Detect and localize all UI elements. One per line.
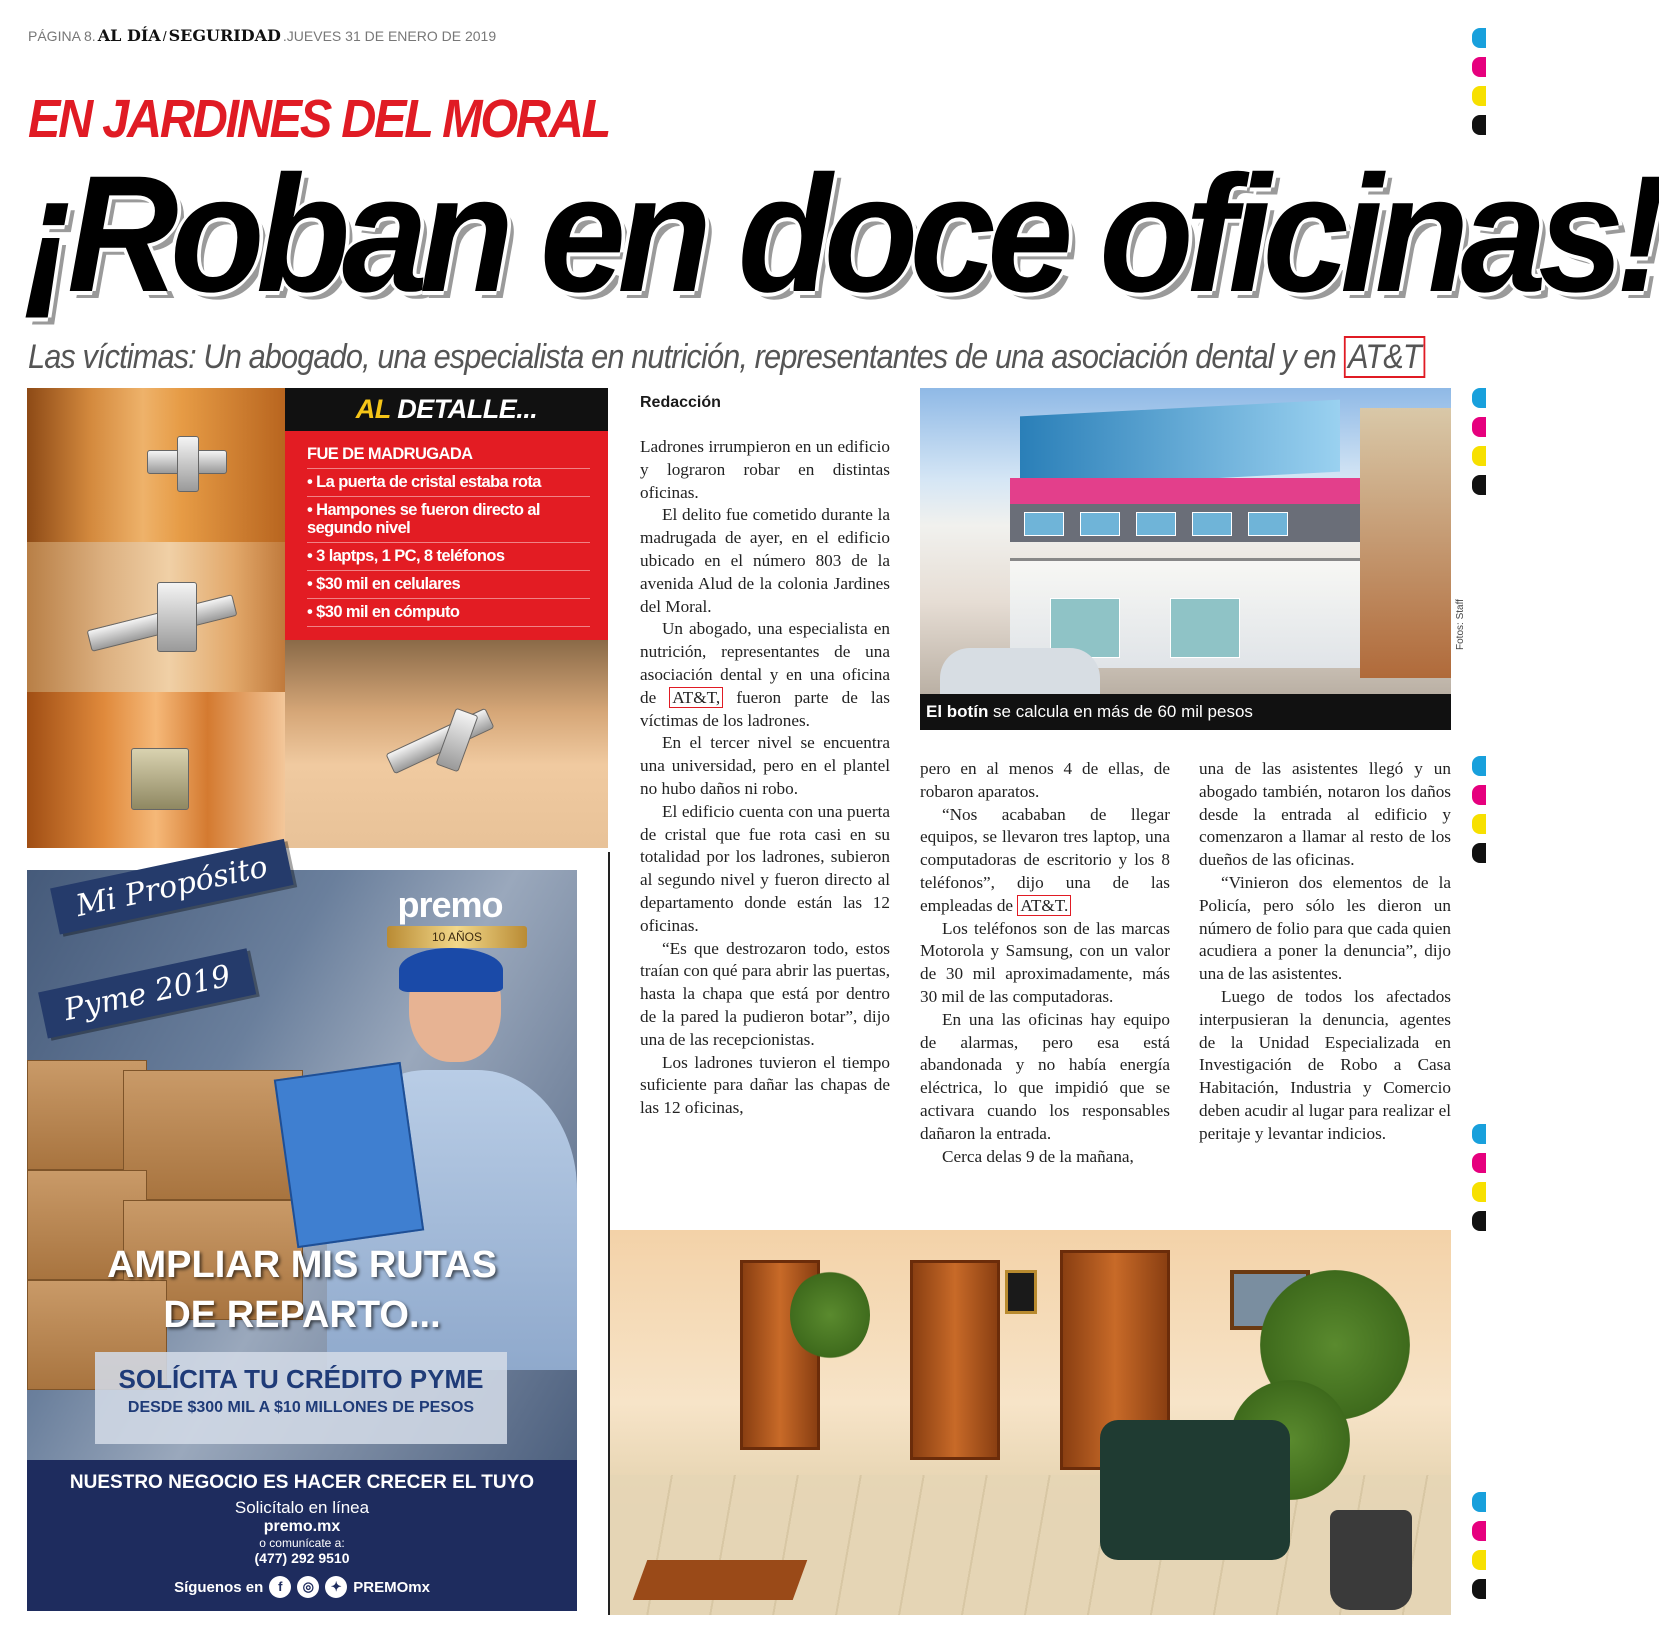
photo-lock-2 xyxy=(27,542,285,692)
detail-item: • Hampones se fueron directo al segundo nivel xyxy=(307,497,590,543)
ad-follow-text: Síguenos en xyxy=(174,1578,264,1596)
ad-online-text: Solicítalo en línea xyxy=(234,1498,370,1517)
ad-brand-logo: premo xyxy=(397,884,503,925)
article-column-3 xyxy=(1199,758,1451,1146)
photo-lock-1 xyxy=(27,388,285,542)
byline: Redacción xyxy=(640,394,721,411)
registration-marks-1 xyxy=(1472,28,1486,144)
registration-marks-4 xyxy=(1472,1124,1486,1240)
detail-title-rest: DETALLE... xyxy=(390,394,538,424)
article-paragraph: “Es que destrozaron todo, estos traían con qué para abrir las puertas, hasta la chapa que está por dentro de la pared la pudieron botar”, dijo una de las recepcionistas. xyxy=(640,938,890,1049)
registration-marks-3 xyxy=(1472,756,1486,872)
ad-slogan: NUESTRO NEGOCIO ES HACER CRECER EL TUYO xyxy=(69,1472,535,1493)
publication-date: .JUEVES 31 DE ENERO DE 2019 xyxy=(282,28,497,44)
boxed-term-att: AT&T, xyxy=(669,687,723,708)
ad-credit-panel xyxy=(95,1352,507,1444)
article-paragraph: El delito fue cometido durante la madrugada de ayer, en el edificio ubicado en el número 803 de la avenida Alud de la colonia Jardines del Moral. xyxy=(640,505,890,616)
ad-social-row xyxy=(27,1566,577,1598)
detail-box xyxy=(285,431,608,640)
ad-headline-line-1: AMPLIAR MIS RUTAS xyxy=(107,1244,497,1286)
photo-lock-on-floor xyxy=(285,640,608,848)
registration-marks-2 xyxy=(1472,388,1486,504)
article-paragraph: Luego de todos los afectados interpusieran la denuncia, agentes de la Unidad Especializada en Investigación de Robo a Casa Habitación, Industria y Comercio deben acudir al lugar para realizar el peritaje y levantar indicios. xyxy=(1199,986,1451,1143)
article-paragraph: En una las oficinas hay equipo de alarmas, pero esa está abandonada y no había energía eléctrica, lo que impidió que se activara cuando los responsables dañaron la entrada. xyxy=(920,1009,1170,1143)
ad-footer xyxy=(27,1460,577,1611)
article-paragraph: “Vinieron dos elementos de la Policía, pero sólo les dieron un número de folio para que cada quien acudiera a poner la denuncia”, dijo una de las asistentes. xyxy=(1199,872,1451,984)
photo-credit: Fotos: Staff xyxy=(1455,599,1466,650)
photo-building xyxy=(920,388,1451,694)
article-paragraph: “Nos acababan de llegar equipos, se llevaron tres laptop, una computadoras de escritorio y los 8 teléfonos”, dijo una de las empleadas de AT&T. xyxy=(920,804,1170,915)
subsection-name: SEGURIDAD xyxy=(168,26,281,45)
deck-boxed-term: AT&T xyxy=(1343,336,1425,378)
detail-box-title xyxy=(285,388,608,431)
detail-title-highlight: AL xyxy=(355,394,391,424)
deck xyxy=(28,338,1425,377)
article-paragraph: Los teléfonos son de las marcas Motorola y Samsung, con un valor de 30 mil aproximadamente, más 30 mil de las computadoras. xyxy=(920,918,1170,1006)
detail-item: FUE DE MADRUGADA xyxy=(307,441,590,469)
article-paragraph: El edificio cuenta con una puerta de cristal que fue rota casi en su totalidad por los ladrones, subieron al segundo nivel y fueron directo al departamento donde están las 12 oficinas. xyxy=(640,801,890,935)
facebook-icon[interactable]: f xyxy=(269,1576,291,1598)
premo-advertisement[interactable] xyxy=(27,849,577,1611)
deck-text: Las víctimas: Un abogado, una especialista en nutrición, representantes de una asociación dental y en xyxy=(28,338,1336,376)
ad-credit-title: SOLÍCITA TU CRÉDITO PYME xyxy=(118,1364,484,1394)
detail-item: • $30 mil en cómputo xyxy=(307,599,590,627)
page-number: PÁGINA 8. xyxy=(28,28,96,44)
detail-item: • $30 mil en celulares xyxy=(307,571,590,599)
ad-banner-pyme: Pyme 2019 xyxy=(38,948,256,1038)
ad-anniversary-ribbon: 10 AÑOS xyxy=(387,926,527,948)
section-name: AL DÍA xyxy=(97,26,161,45)
photo-lobby xyxy=(610,1230,1451,1615)
article-paragraph: Un abogado, una especialista en nutrición, representantes de una asociación dental y en una oficina de AT&T, fueron parte de las víctimas de los ladrones. xyxy=(640,619,890,730)
article-column-2 xyxy=(920,758,1170,1168)
ad-person-cap xyxy=(399,948,503,992)
ad-phone[interactable]: (477) 292 9510 xyxy=(254,1550,350,1566)
page-folio xyxy=(28,26,496,46)
detail-item: • La puerta de cristal estaba rota xyxy=(307,469,590,497)
article-column-1 xyxy=(640,436,890,1120)
article-paragraph: una de las asistentes llegó y un abogado también, notaron los daños desde la entrada al edificio y comenzaron a llamar al resto de los dueños de las oficinas. xyxy=(1199,759,1451,870)
article-paragraph: pero en al menos 4 de ellas, de robaron aparatos. xyxy=(920,759,1170,801)
ad-url-link[interactable]: premo.mx xyxy=(263,1518,341,1535)
caption-bold: El botín xyxy=(926,702,989,721)
article-paragraph: En el tercer nivel se encuentra una universidad, pero en el plantel no hubo daños ni robo. xyxy=(640,733,890,798)
photo-caption xyxy=(920,694,1451,730)
registration-marks-5 xyxy=(1472,1492,1486,1608)
article-paragraph: Cerca delas 9 de la mañana, xyxy=(942,1146,1134,1166)
photo-lock-3 xyxy=(27,692,285,848)
ad-headline-line-2: DE REPARTO... xyxy=(163,1294,441,1336)
lobby-sofa xyxy=(1100,1420,1290,1560)
article-paragraph: Ladrones irrumpieron en un edificio y lograron robar en distintas oficinas. xyxy=(640,437,890,502)
instagram-icon[interactable]: ◎ xyxy=(297,1576,319,1598)
detail-item: • 3 laptps, 1 PC, 8 teléfonos xyxy=(307,543,590,571)
ad-headline xyxy=(57,1240,547,1340)
ad-credit-range: DESDE $300 MIL A $10 MILLONES DE PESOS xyxy=(127,1399,475,1416)
section-separator: / xyxy=(162,28,167,44)
twitter-icon[interactable]: ✦ xyxy=(325,1576,347,1598)
ad-social-handle[interactable]: PREMOmx xyxy=(353,1578,430,1596)
kicker: EN JARDINES DEL MORAL xyxy=(28,89,610,149)
article-paragraph: Los ladrones tuvieron el tiempo suficiente para dañar las chapas de las 12 oficinas, xyxy=(640,1052,890,1118)
boxed-term-att: AT&T. xyxy=(1017,895,1071,916)
ad-contact-text: o comunícate a: xyxy=(259,1536,345,1550)
ad-clipboard xyxy=(274,1062,424,1248)
headline: ¡Roban en doce oficinas! xyxy=(24,142,1659,327)
ad-banner-proposito: Mi Propósito xyxy=(50,839,293,935)
caption-text: se calcula en más de 60 mil pesos xyxy=(988,702,1253,721)
